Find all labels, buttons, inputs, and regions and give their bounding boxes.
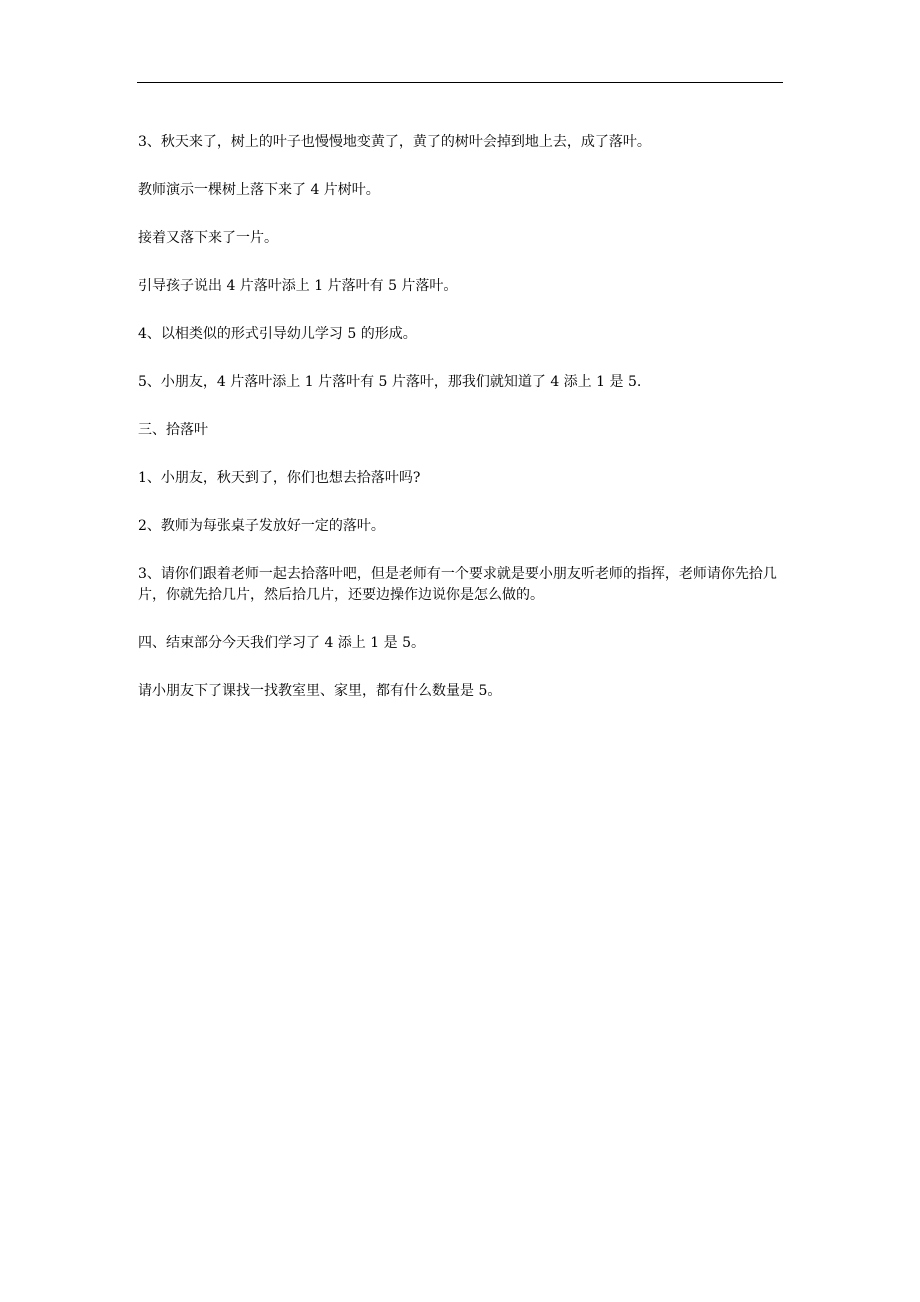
paragraph-one-more-falls: 接着又落下来了一片。 [138, 230, 278, 246]
paragraph-step-3-autumn-leaves: 3、秋天来了，树上的叶子也慢慢地变黄了，黄了的树叶会掉到地上去，成了落叶。 [138, 134, 651, 150]
paragraph-homework: 请小朋友下了课找一找教室里、家里，都有什么数量是 5。 [138, 683, 502, 699]
paragraph-collect-step-1: 1、小朋友，秋天到了，你们也想去拾落叶吗? [138, 470, 421, 486]
paragraph-step-4: 4、以相类似的形式引导幼儿学习 5 的形成。 [138, 326, 417, 342]
paragraph-collect-step-2: 2、教师为每张桌子发放好一定的落叶。 [138, 518, 385, 534]
paragraph-guide-children: 引导孩子说出 4 片落叶添上 1 片落叶有 5 片落叶。 [138, 278, 458, 294]
header-rule [137, 82, 783, 83]
document-body [138, 132, 784, 729]
paragraph-step-5: 5、小朋友，4 片落叶添上 1 片落叶有 5 片落叶，那我们就知道了 4 添上 1 是 5. [138, 374, 642, 390]
section-heading-conclusion: 四、结束部分今天我们学习了 4 添上 1 是 5。 [138, 635, 425, 651]
section-heading-collect-leaves: 三、拾落叶 [138, 422, 208, 438]
paragraph-teacher-demo: 教师演示一棵树上落下来了 4 片树叶。 [138, 182, 380, 198]
paragraph-collect-step-3: 3、请你们跟着老师一起去拾落叶吧，但是老师有一个要求就是要小朋友听老师的指挥，老师请你先拾几片，你就先拾几片，然后拾几片，还要边操作边说你是怎么做的。 [138, 566, 777, 603]
